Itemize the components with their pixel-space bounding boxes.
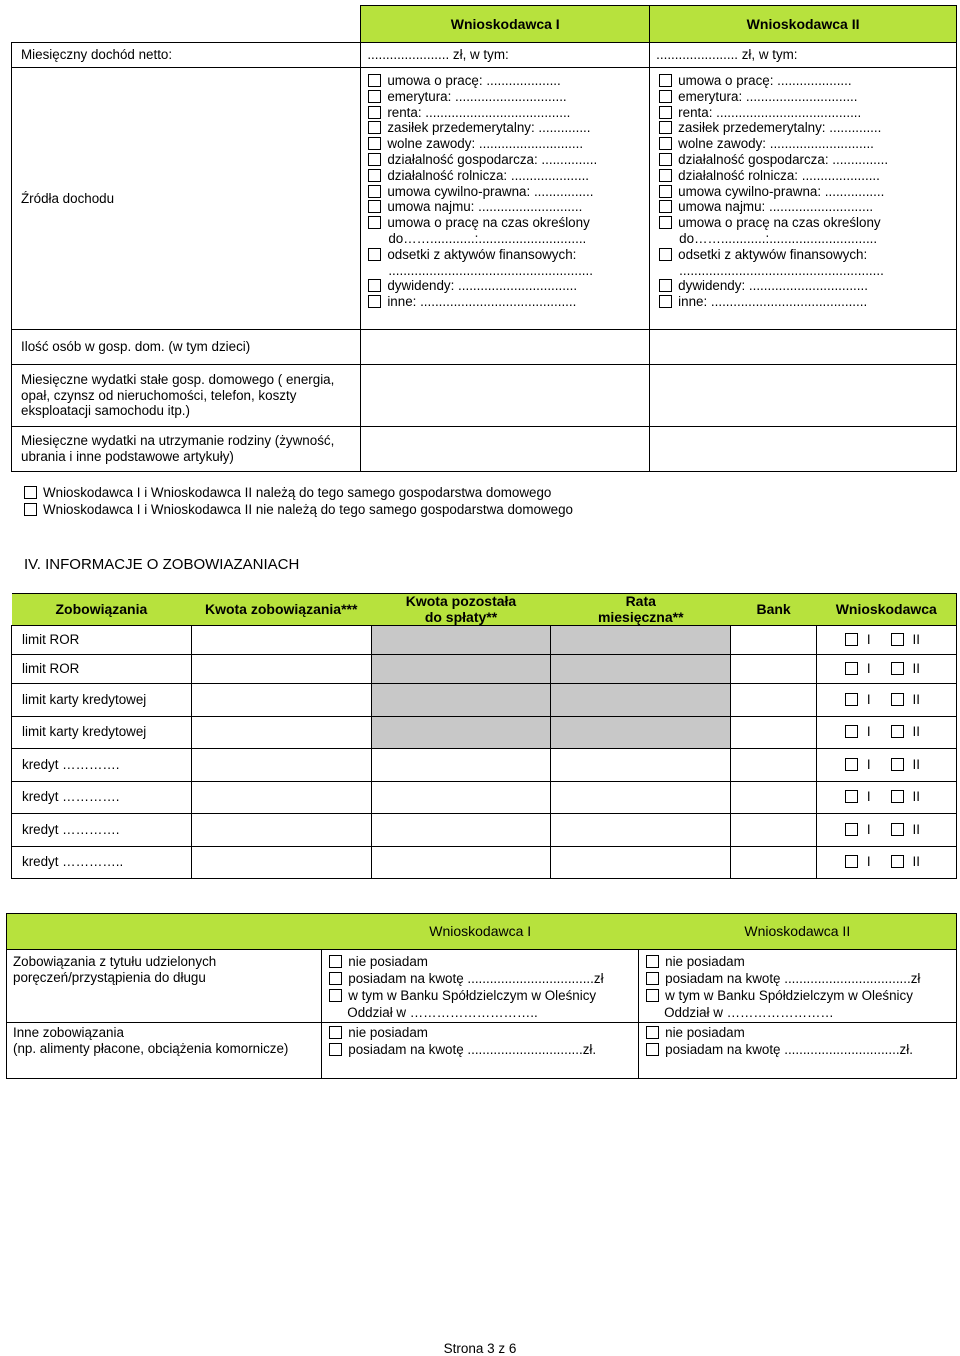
remaining-field[interactable]	[371, 626, 551, 655]
income-source-item[interactable]: renta: .......................................	[368, 105, 649, 121]
checkbox[interactable]	[659, 137, 672, 150]
checkbox[interactable]	[368, 121, 381, 134]
fixed-costs-field-1[interactable]	[361, 365, 650, 427]
household-not-same-option[interactable]: Wnioskodawca I i Wnioskodawca II nie należą do tego samego gospodarstwa domowego	[24, 502, 573, 518]
checkbox[interactable]	[368, 74, 381, 87]
guarantee-option: Oddział w ……………………	[664, 1005, 834, 1020]
guarantee-option[interactable]: w tym w Banku Spółdzielczym w Oleśnicy	[329, 988, 638, 1005]
header-applicant: Wnioskodawca	[817, 594, 957, 626]
applicant-choice: I II	[817, 626, 957, 655]
bank-field[interactable]	[731, 749, 817, 782]
income-source-item[interactable]: wolne zawody: ............................	[368, 136, 649, 152]
income-source-item[interactable]: umowa o pracę: ....................	[659, 73, 956, 89]
applicant-choice: I II	[817, 814, 957, 847]
guarantee-option[interactable]: posiadam na kwotę ..................................zł	[646, 971, 956, 988]
table-row	[12, 655, 957, 684]
checkbox[interactable]	[24, 486, 37, 499]
header-installment: Rata miesięczna**	[551, 594, 731, 626]
checkbox[interactable]	[845, 725, 858, 738]
installment-field[interactable]	[551, 846, 731, 879]
amount-field[interactable]	[191, 749, 371, 782]
other-liabilities-options-1	[322, 1023, 639, 1079]
income-source-item: .......................................................	[679, 262, 884, 278]
table-row	[12, 846, 957, 879]
income-source-item[interactable]: inne: ..........................................	[659, 294, 956, 310]
header-applicant-2: Wnioskodawca II	[650, 6, 957, 43]
checkbox[interactable]	[659, 169, 672, 182]
guarantees-options-2	[639, 950, 957, 1023]
income-source-item[interactable]: umowa cywilno-prawna: ................	[659, 184, 956, 200]
checkbox[interactable]	[368, 90, 381, 103]
income-source-item[interactable]: umowa najmu: ............................	[368, 199, 649, 215]
bank-field[interactable]	[731, 846, 817, 879]
amount-field[interactable]	[191, 626, 371, 655]
amount-field[interactable]	[191, 781, 371, 814]
checkbox[interactable]	[659, 216, 672, 229]
installment-field[interactable]	[551, 749, 731, 782]
guarantees-table	[6, 913, 957, 1079]
income-source-item[interactable]: umowa o pracę: ....................	[368, 73, 649, 89]
checkbox[interactable]	[891, 693, 904, 706]
guarantee-option[interactable]: nie posiadam	[329, 1025, 638, 1042]
liability-label: kredyt ………….	[12, 781, 192, 814]
checkbox[interactable]	[891, 855, 904, 868]
checkbox[interactable]	[659, 248, 672, 261]
checkbox[interactable]	[891, 662, 904, 675]
checkbox[interactable]	[329, 989, 342, 1002]
checkbox[interactable]	[646, 989, 659, 1002]
bank-field[interactable]	[731, 655, 817, 684]
checkbox[interactable]	[659, 295, 672, 308]
guarantee-option[interactable]: posiadam na kwotę ...............................zł.	[329, 1042, 638, 1059]
checkbox[interactable]	[368, 295, 381, 308]
income-source-item[interactable]: umowa najmu: ............................	[659, 199, 956, 215]
checkbox[interactable]	[891, 758, 904, 771]
monthly-income-label: Miesięczny dochód netto:	[12, 43, 361, 68]
guarantee-option[interactable]: w tym w Banku Spółdzielczym w Oleśnicy	[646, 988, 956, 1005]
table-row	[12, 626, 957, 655]
checkbox[interactable]	[368, 248, 381, 261]
household-persons-label: Ilość osób w gosp. dom. (w tym dzieci)	[12, 330, 361, 365]
income-source-item[interactable]: dywidendy: ................................	[659, 278, 956, 294]
guarantee-option[interactable]: posiadam na kwotę ..................................zł	[329, 971, 638, 988]
remaining-field[interactable]	[371, 684, 551, 717]
applicant-choice: I II	[817, 716, 957, 749]
applicant-choice: I II	[817, 655, 957, 684]
applicant-choice: I II	[817, 749, 957, 782]
guarantee-option[interactable]: posiadam na kwotę ...............................zł.	[646, 1042, 956, 1059]
bank-field[interactable]	[731, 716, 817, 749]
income-source-item[interactable]: odsetki z aktywów finansowych:	[659, 247, 956, 263]
checkbox[interactable]	[845, 758, 858, 771]
income-source-item[interactable]: umowa cywilno-prawna: ................	[368, 184, 649, 200]
income-source-item[interactable]: umowa o pracę na czas określony	[659, 215, 956, 231]
income-source-item[interactable]: wolne zawody: ............................	[659, 136, 956, 152]
header-applicant-1: Wnioskodawca I	[361, 6, 650, 43]
fixed-costs-field-2[interactable]	[650, 365, 957, 427]
checkbox[interactable]	[329, 1026, 342, 1039]
liability-label: limit ROR	[12, 626, 192, 655]
income-source-item[interactable]: działalność rolnicza: .....................	[659, 168, 956, 184]
income-source-item[interactable]: zasiłek przedemerytalny: ..............	[368, 120, 649, 136]
household-persons-field-1[interactable]	[361, 330, 650, 365]
checkbox[interactable]	[646, 955, 659, 968]
checkbox[interactable]	[845, 823, 858, 836]
page-number: Strona 3 z 6	[443, 1341, 517, 1356]
installment-field[interactable]	[551, 655, 731, 684]
amount-field[interactable]	[191, 814, 371, 847]
checkbox[interactable]	[659, 74, 672, 87]
income-source-item[interactable]: działalność rolnicza: .....................	[368, 168, 649, 184]
income-field-2[interactable]: ...................... zł, w tym:	[650, 43, 957, 68]
guarantee-header-1: Wnioskodawca I	[322, 914, 639, 950]
income-sources-list-2	[659, 73, 956, 310]
checkbox[interactable]	[646, 1026, 659, 1039]
checkbox[interactable]	[845, 633, 858, 646]
living-costs-field-1[interactable]	[361, 427, 650, 472]
checkbox[interactable]	[659, 153, 672, 166]
header-liabilities: Zobowiązania	[12, 594, 192, 626]
bank-field[interactable]	[731, 626, 817, 655]
income-source-item: do……............:.............................	[679, 230, 878, 246]
other-liabilities-options-2	[639, 1023, 957, 1079]
checkbox[interactable]	[891, 633, 904, 646]
header-bank: Bank	[731, 594, 817, 626]
checkbox[interactable]	[368, 200, 381, 213]
checkbox[interactable]	[845, 693, 858, 706]
remaining-field[interactable]	[371, 846, 551, 879]
income-field-1[interactable]: ...................... zł, w tym:	[361, 43, 650, 68]
checkbox[interactable]	[891, 790, 904, 803]
guarantee-option[interactable]: nie posiadam	[329, 954, 638, 971]
liability-label: limit karty kredytowej	[12, 716, 192, 749]
amount-field[interactable]	[191, 716, 371, 749]
applicant-choice: I II	[817, 684, 957, 717]
checkbox[interactable]	[659, 279, 672, 292]
amount-field[interactable]	[191, 684, 371, 717]
table-row	[12, 749, 957, 782]
checkbox[interactable]	[891, 823, 904, 836]
checkbox[interactable]	[646, 972, 659, 985]
other-liabilities-label: Inne zobowiązania (np. alimenty płacone, obciążenia komornicze)	[7, 1023, 322, 1079]
applicant-choice: I II	[817, 781, 957, 814]
checkbox[interactable]	[891, 725, 904, 738]
living-costs-label: Miesięczne wydatki na utrzymanie rodziny (żywność, ubrania i inne podstawowe artykuły)	[12, 427, 361, 472]
header-remaining: Kwota pozostała do spłaty**	[371, 594, 551, 626]
amount-field[interactable]	[191, 655, 371, 684]
checkbox[interactable]	[329, 972, 342, 985]
income-source-item[interactable]: działalność gospodarcza: ...............	[368, 152, 649, 168]
remaining-field[interactable]	[371, 781, 551, 814]
applicant-choice: I II	[817, 846, 957, 879]
checkbox[interactable]	[368, 153, 381, 166]
checkbox[interactable]	[659, 90, 672, 103]
remaining-field[interactable]	[371, 749, 551, 782]
income-source-item[interactable]: dywidendy: ................................	[368, 278, 649, 294]
income-source-item[interactable]: działalność gospodarcza: ...............	[659, 152, 956, 168]
checkbox[interactable]	[845, 855, 858, 868]
liability-label: limit ROR	[12, 655, 192, 684]
income-source-item[interactable]: emerytura: ..............................	[659, 89, 956, 105]
bank-field[interactable]	[731, 814, 817, 847]
bank-field[interactable]	[731, 684, 817, 717]
remaining-field[interactable]	[371, 814, 551, 847]
table-row	[12, 684, 957, 717]
table-row	[12, 814, 957, 847]
guarantee-option[interactable]: nie posiadam	[646, 1025, 956, 1042]
remaining-field[interactable]	[371, 716, 551, 749]
income-sources-label: Źródła dochodu	[12, 68, 361, 330]
installment-field[interactable]	[551, 626, 731, 655]
installment-field[interactable]	[551, 684, 731, 717]
household-same-option[interactable]: Wnioskodawca I i Wnioskodawca II należą do tego samego gospodarstwa domowego	[24, 485, 551, 501]
amount-field[interactable]	[191, 846, 371, 879]
guarantees-label: Zobowiązania z tytułu udzielonych poręczeń/przystąpienia do długu	[7, 950, 322, 1023]
checkbox[interactable]	[845, 662, 858, 675]
liability-label: limit karty kredytowej	[12, 684, 192, 717]
checkbox[interactable]	[24, 503, 37, 516]
living-costs-field-2[interactable]	[650, 427, 957, 472]
installment-field[interactable]	[551, 781, 731, 814]
checkbox[interactable]	[368, 216, 381, 229]
checkbox[interactable]	[368, 185, 381, 198]
income-source-item[interactable]: inne: ..........................................	[368, 294, 649, 310]
table-row	[12, 781, 957, 814]
checkbox[interactable]	[368, 169, 381, 182]
guarantee-option[interactable]: nie posiadam	[646, 954, 956, 971]
checkbox[interactable]	[368, 106, 381, 119]
liability-label: kredyt ………….	[12, 749, 192, 782]
bank-field[interactable]	[731, 781, 817, 814]
income-source-item: do……............:.............................	[388, 230, 587, 246]
table-row	[12, 716, 957, 749]
header-amount: Kwota zobowiązania***	[191, 594, 371, 626]
guarantee-header-2: Wnioskodawca II	[639, 914, 957, 950]
remaining-field[interactable]	[371, 655, 551, 684]
income-source-item[interactable]: umowa o pracę na czas określony	[368, 215, 649, 231]
income-source-item[interactable]: zasiłek przedemerytalny: ..............	[659, 120, 956, 136]
checkbox[interactable]	[368, 137, 381, 150]
liabilities-table	[11, 593, 957, 879]
fixed-costs-label: Miesięczne wydatki stałe gosp. domowego ( energia, opał, czynsz od nieruchomości, telefon, koszty eksploatacji samochodu itp.)	[12, 365, 361, 427]
income-source-item[interactable]: emerytura: ..............................	[368, 89, 649, 105]
checkbox[interactable]	[329, 1043, 342, 1056]
checkbox[interactable]	[659, 185, 672, 198]
liability-label: kredyt …………..	[12, 846, 192, 879]
installment-field[interactable]	[551, 716, 731, 749]
income-source-item[interactable]: renta: .......................................	[659, 105, 956, 121]
income-source-item: .......................................................	[388, 262, 593, 278]
income-source-item[interactable]: odsetki z aktywów finansowych:	[368, 247, 649, 263]
checkbox[interactable]	[845, 790, 858, 803]
checkbox[interactable]	[646, 1043, 659, 1056]
liability-label: kredyt ………….	[12, 814, 192, 847]
checkbox[interactable]	[659, 106, 672, 119]
guarantee-option: Oddział w ………………………..	[347, 1005, 538, 1020]
income-table	[11, 5, 957, 472]
checkbox[interactable]	[659, 200, 672, 213]
guarantees-options-1	[322, 950, 639, 1023]
household-persons-field-2[interactable]	[650, 330, 957, 365]
checkbox[interactable]	[368, 279, 381, 292]
section-title: IV. INFORMACJE O ZOBOWIAZANIACH	[24, 556, 300, 573]
income-sources-list-1	[368, 73, 649, 310]
checkbox[interactable]	[329, 955, 342, 968]
checkbox[interactable]	[659, 121, 672, 134]
installment-field[interactable]	[551, 814, 731, 847]
